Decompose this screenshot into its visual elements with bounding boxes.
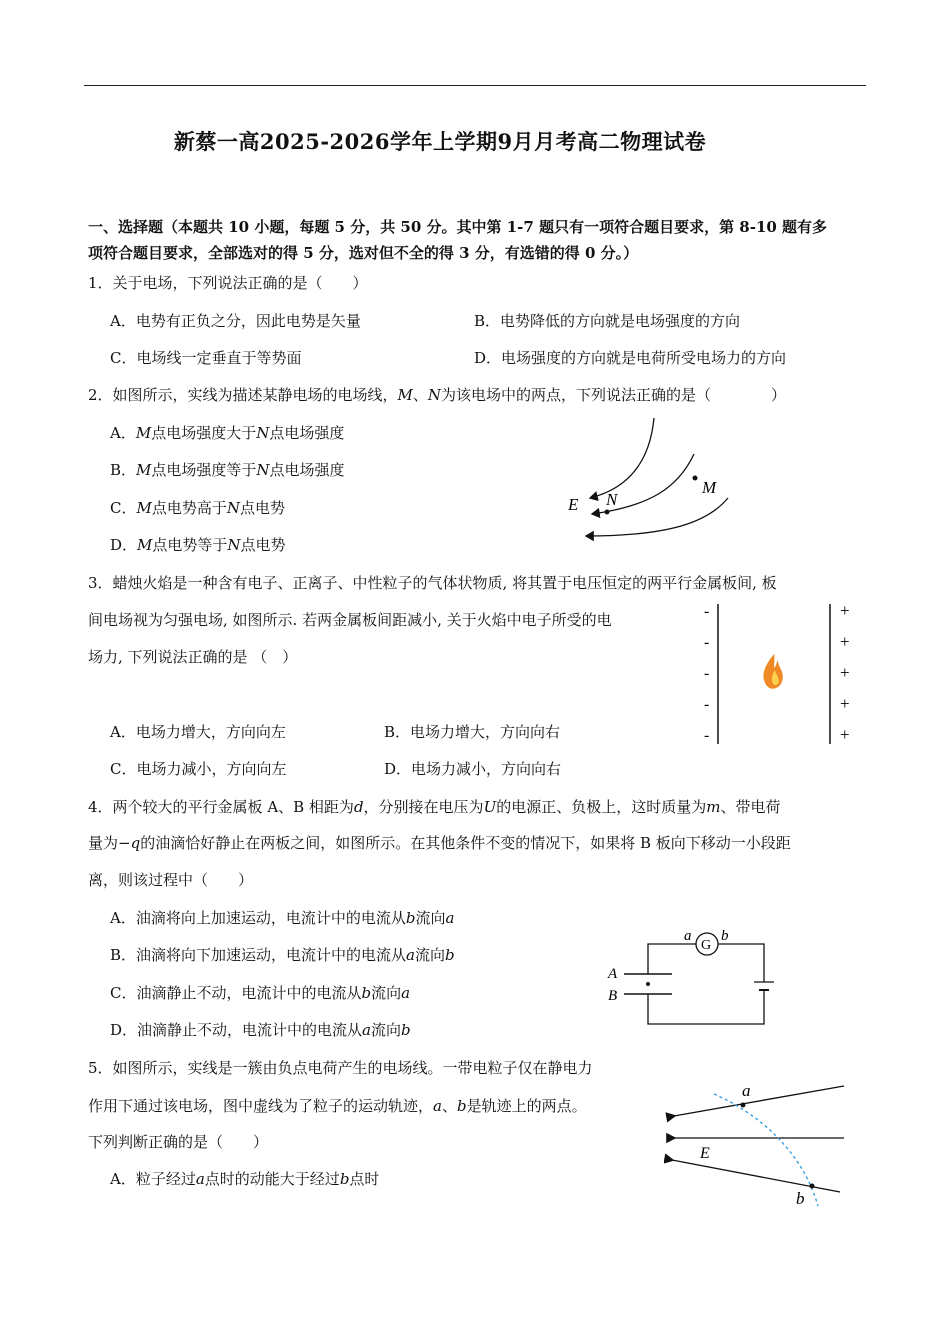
q2-stem-pre: 2．如图所示，实线为描述某静电场的电场线， bbox=[88, 386, 398, 404]
q5-b: b bbox=[456, 1097, 467, 1115]
q4-a-mid: 流向 bbox=[415, 909, 446, 927]
q2-a-pre: A． bbox=[110, 424, 136, 442]
q3-line1: 3．蜡烛火焰是一种含有电子、正离子、中性粒子的气体状物质, 将其置于电压恒定的两平行金属板间, 板 bbox=[88, 574, 777, 592]
q3-option-a: A．电场力增大，方向向左 bbox=[110, 723, 286, 741]
q4-l1d: 、带电荷 bbox=[720, 798, 781, 816]
minus-sign: - bbox=[704, 634, 710, 651]
q5-l2a: 作用下通过该电场，图中虚线为了粒子的运动轨迹， bbox=[88, 1097, 434, 1115]
q5-a: a bbox=[433, 1097, 442, 1115]
q2-stem-n: N bbox=[427, 386, 442, 404]
point-b-dot bbox=[810, 1184, 815, 1189]
q4-l1b: ，分别接在电压为 bbox=[363, 798, 484, 816]
q4-b-x: a bbox=[406, 946, 415, 964]
q3-option-c: C．电场力减小，方向向左 bbox=[110, 760, 287, 778]
q4-q: −q bbox=[118, 834, 141, 852]
q2-option-a bbox=[110, 422, 344, 444]
q2-option-c bbox=[110, 497, 285, 519]
q4-option-b bbox=[110, 944, 455, 966]
q2-a-end: 点电场强度 bbox=[269, 424, 345, 442]
q4-a-x: b bbox=[405, 909, 416, 927]
q4-d: d bbox=[353, 798, 364, 816]
plus-sign: + bbox=[840, 601, 850, 620]
q5-a-mid: 点时的动能大于经过 bbox=[204, 1170, 340, 1188]
q4-b-pre: B．油滴将向下加速运动，电流计中的电流从 bbox=[110, 946, 407, 964]
q4-c-y: a bbox=[401, 984, 411, 1002]
q3-line2: 间电场视为匀强电场, 如图所示. 若两金属板间距减小, 关于火焰中电子所受的电 bbox=[88, 611, 612, 629]
plus-sign: + bbox=[840, 725, 850, 744]
q3-line3: 场力, 下列说法正确的是 （ ） bbox=[88, 648, 298, 666]
point-n-dot bbox=[605, 510, 610, 515]
q5-a-b: b bbox=[339, 1170, 350, 1188]
q4-line3: 离，则该过程中（ ） bbox=[88, 871, 254, 889]
label-b: b bbox=[721, 928, 729, 944]
plus-sign: + bbox=[840, 632, 850, 651]
q2-a-m: M bbox=[135, 424, 152, 442]
label-m: M bbox=[702, 478, 717, 497]
q4-l1c: 的电源正、负极上，这时质量为 bbox=[496, 798, 707, 816]
label-a: a bbox=[742, 1081, 751, 1100]
q4-d-x: a bbox=[362, 1021, 371, 1039]
q2-a-post: 点电场强度大于 bbox=[151, 424, 257, 442]
q1-option-a: A．电势有正负之分，因此电势是矢量 bbox=[110, 312, 361, 330]
minus-sign: - bbox=[704, 727, 710, 744]
q4-b-mid: 流向 bbox=[414, 946, 445, 964]
q2-field-lines-figure bbox=[560, 410, 740, 550]
plus-sign: + bbox=[840, 694, 850, 713]
label-plate-b: B bbox=[608, 988, 618, 1004]
q2-a-n: N bbox=[256, 424, 270, 442]
q5-a-end: 点时 bbox=[349, 1170, 380, 1188]
q2-option-d bbox=[110, 534, 286, 556]
q3-option-d: D．电场力减小，方向向右 bbox=[384, 760, 562, 778]
circuit-wire bbox=[648, 990, 764, 1024]
flame-icon bbox=[763, 654, 782, 689]
q1-stem: 1．关于电场，下列说法正确的是（ ） bbox=[88, 274, 368, 292]
q2-d-post: 点电势等于 bbox=[152, 536, 228, 554]
galvanometer-label: G bbox=[701, 938, 712, 953]
q3-option-b: B．电场力增大，方向向右 bbox=[384, 723, 561, 741]
q4-l2b: 的油滴恰好静止在两板之间，如图所示。在其他条件不变的情况下，如果将 B 板向下移动一小段距 bbox=[140, 834, 791, 852]
q4-d-pre: D．油滴静止不动，电流计中的电流从 bbox=[110, 1021, 363, 1039]
q2-b-end: 点电场强度 bbox=[269, 461, 345, 479]
q1-option-b: B．电势降低的方向就是电场强度的方向 bbox=[474, 312, 741, 330]
q2-d-pre: D． bbox=[110, 536, 138, 554]
oil-drop bbox=[646, 982, 650, 986]
q4-circuit-figure bbox=[600, 924, 780, 1030]
q4-l2a: 量为 bbox=[88, 834, 119, 852]
q1-option-d: D．电场强度的方向就是电荷所受电场力的方向 bbox=[474, 349, 787, 367]
q2-c-m: M bbox=[136, 499, 152, 517]
point-a-dot bbox=[741, 1103, 746, 1108]
circuit-wire bbox=[718, 944, 764, 982]
label-e: E bbox=[568, 495, 579, 514]
q4-line1 bbox=[88, 796, 780, 818]
q4-c-pre: C．油滴静止不动，电流计中的电流从 bbox=[110, 984, 362, 1002]
q3-plates-figure bbox=[696, 600, 866, 748]
q5-field-figure bbox=[664, 1076, 854, 1210]
label-plate-a: A bbox=[608, 966, 618, 982]
label-n: N bbox=[606, 490, 618, 509]
q4-d-y: b bbox=[401, 1021, 411, 1039]
q2-stem bbox=[88, 384, 786, 406]
section-heading-line2: 项符合题目要求，全部选对的得 5 分，选对但不全的得 3 分，有选错的得 0 分。） bbox=[88, 244, 639, 262]
q2-stem-sep: 、 bbox=[412, 386, 428, 404]
circuit-wire bbox=[648, 944, 696, 974]
plus-sign: + bbox=[840, 663, 850, 682]
label-a: a bbox=[684, 928, 692, 944]
q4-m: m bbox=[706, 798, 721, 816]
q4-l1a: 4．两个较大的平行金属板 A、B 相距为 bbox=[88, 798, 354, 816]
q2-b-n: N bbox=[256, 461, 270, 479]
q2-b-m: M bbox=[136, 461, 152, 479]
q5-sep: 、 bbox=[441, 1097, 457, 1115]
q4-b-y: b bbox=[445, 946, 455, 964]
q2-b-post: 点电场强度等于 bbox=[151, 461, 257, 479]
page-title: 新蔡一高2025-2026学年上学期9月月考高二物理试卷 bbox=[173, 129, 707, 154]
q2-d-m: M bbox=[137, 536, 153, 554]
q5-line3: 下列判断正确的是（ ） bbox=[88, 1133, 269, 1151]
q4-option-a bbox=[110, 907, 454, 929]
field-line-1 bbox=[590, 418, 654, 498]
q2-c-n: N bbox=[226, 499, 240, 517]
q4-c-x: b bbox=[361, 984, 372, 1002]
q2-d-end: 点电势 bbox=[240, 536, 286, 554]
q4-option-d bbox=[110, 1019, 411, 1041]
q2-c-post: 点电势高于 bbox=[151, 499, 227, 517]
q5-line2 bbox=[88, 1095, 587, 1117]
q4-option-c bbox=[110, 982, 410, 1004]
q4-line2 bbox=[88, 832, 791, 854]
label-e: E bbox=[700, 1145, 710, 1162]
q5-a-a: a bbox=[195, 1170, 205, 1188]
q2-d-n: N bbox=[227, 536, 241, 554]
q4-a-pre: A．油滴将向上加速运动，电流计中的电流从 bbox=[110, 909, 406, 927]
q4-a-y: a bbox=[445, 909, 455, 927]
minus-sign: - bbox=[704, 665, 710, 682]
q2-stem-m: M bbox=[397, 386, 413, 404]
field-line-top bbox=[674, 1086, 844, 1116]
q5-a-pre: A．粒子经过 bbox=[110, 1170, 196, 1188]
field-line-bottom bbox=[672, 1160, 840, 1192]
q2-option-b bbox=[110, 459, 345, 481]
label-b: b bbox=[796, 1189, 805, 1208]
q5-option-a bbox=[110, 1168, 379, 1190]
header-rule bbox=[84, 85, 866, 86]
section-heading-line1: 一、选择题（本题共 10 小题，每题 5 分，共 50 分。其中第 1-7 题只有一项符合题目要求，第 8-10 题有多 bbox=[88, 218, 828, 236]
q2-c-end: 点电势 bbox=[239, 499, 285, 517]
q2-stem-post: 为该电场中的两点，下列说法正确的是（ ） bbox=[441, 386, 787, 404]
minus-sign: - bbox=[704, 696, 710, 713]
q2-c-pre: C． bbox=[110, 499, 137, 517]
q2-b-pre: B． bbox=[110, 461, 137, 479]
q4-u: U bbox=[483, 798, 497, 816]
q4-c-mid: 流向 bbox=[371, 984, 402, 1002]
minus-sign: - bbox=[704, 603, 710, 620]
q5-l2b: 是轨迹上的两点。 bbox=[466, 1097, 587, 1115]
q1-option-c: C．电场线一定垂直于等势面 bbox=[110, 349, 302, 367]
point-m-dot bbox=[693, 476, 698, 481]
q4-d-mid: 流向 bbox=[370, 1021, 401, 1039]
q5-line1: 5．如图所示，实线是一簇由负点电荷产生的电场线。一带电粒子仅在静电力 bbox=[88, 1059, 593, 1077]
